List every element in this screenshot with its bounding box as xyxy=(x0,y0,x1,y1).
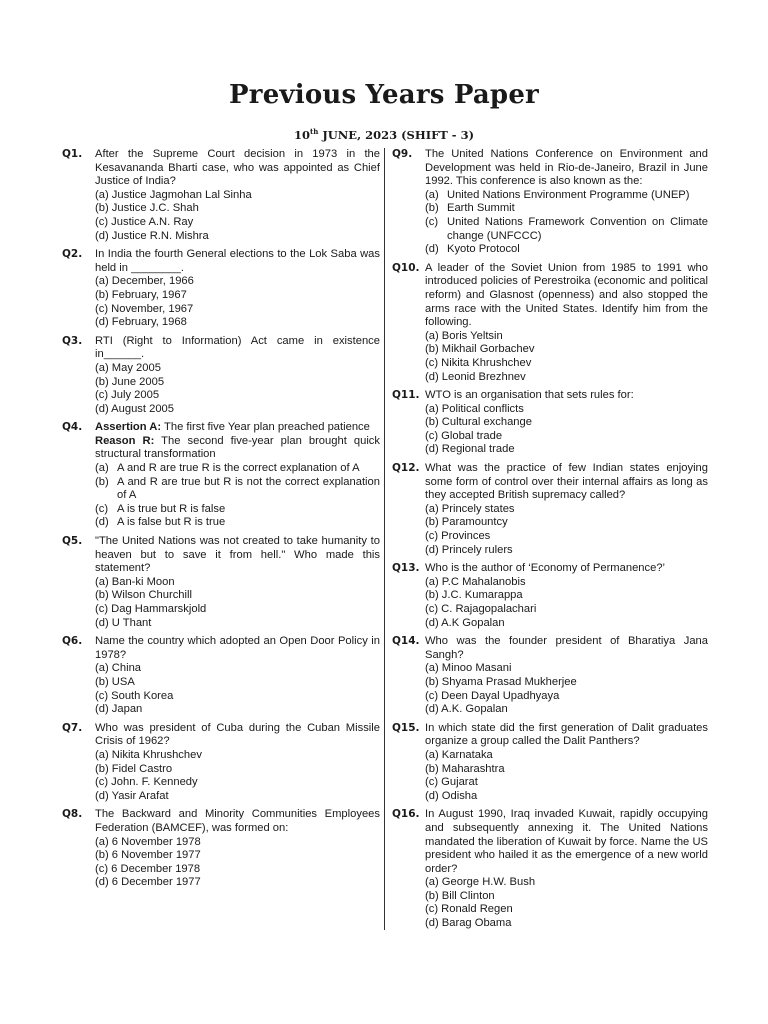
option-letter: (d) xyxy=(95,516,109,529)
question xyxy=(392,808,708,930)
question-stem: The Backward and Minority Communities Employees Federation (BAMCEF), was formed on: xyxy=(95,808,380,834)
question-number: Q5. xyxy=(62,535,83,548)
option: (d) Yasir Arafat xyxy=(95,789,169,802)
question-stem: Name the country which adopted an Open Door Policy in 1978? xyxy=(95,635,380,661)
option: (c) Nikita Khrushchev xyxy=(425,356,532,369)
question xyxy=(62,248,380,330)
question-number: Q4. xyxy=(62,421,83,434)
question-number: Q1. xyxy=(62,148,83,160)
option-text: Earth Summit xyxy=(447,202,515,215)
option: (d) 6 December 1977 xyxy=(95,876,201,889)
option: (d) U Thant xyxy=(95,616,152,629)
option: (c) Provinces xyxy=(425,530,491,543)
option: (a) China xyxy=(95,662,142,675)
option: (b) Wilson Churchill xyxy=(95,589,192,602)
option-letter: (c) xyxy=(425,215,439,228)
option-text: Kyoto Protocol xyxy=(447,243,520,256)
option-text: A and R are true but R is not the correct explanation of A xyxy=(117,475,380,502)
question xyxy=(62,335,380,417)
option: (b) Bill Clinton xyxy=(425,889,495,902)
question-number: Q12. xyxy=(392,462,420,475)
column-divider xyxy=(384,148,385,930)
option: (d) August 2005 xyxy=(95,402,174,415)
option: (b) Maharashtra xyxy=(425,762,505,775)
option-letter: (a) xyxy=(425,188,439,201)
option-text: United Nations Environment Programme (UNEP) xyxy=(447,188,690,201)
question xyxy=(62,635,380,717)
question xyxy=(62,808,380,890)
question xyxy=(62,722,380,804)
question xyxy=(392,562,708,630)
option-letter: (c) xyxy=(95,502,109,515)
option: (d) Japan xyxy=(95,703,143,716)
question-stem: Who is the author of ‘Economy of Permanence?’ xyxy=(425,562,666,575)
question xyxy=(62,148,380,243)
option: (d) A.K. Gopalan xyxy=(425,703,508,716)
option: (a) Nikita Khrushchev xyxy=(95,748,202,761)
option: (c) 6 December 1978 xyxy=(95,862,201,875)
option: (b) Cultural exchange xyxy=(425,416,532,429)
question-number: Q7. xyxy=(62,721,83,734)
question-stem: WTO is an organisation that sets rules for: xyxy=(425,389,634,402)
option: (c) South Korea xyxy=(95,689,174,702)
option: (c) Justice A.N. Ray xyxy=(95,215,194,228)
question-stem: Who was president of Cuba during the Cuban Missile Crisis of 1962? xyxy=(95,721,380,748)
option: (b) Paramountcy xyxy=(425,516,508,529)
option: (d) Odisha xyxy=(425,789,478,802)
option: (b) February, 1967 xyxy=(95,288,187,301)
option: (b) 6 November 1977 xyxy=(95,849,201,862)
option: (d) Leonid Brezhnev xyxy=(425,370,526,383)
question xyxy=(392,722,708,804)
question-stem: The United Nations Conference on Environment and Development was held in Rio-de-Janeiro, Brazil in June 1992. This conference is also known as the: xyxy=(425,148,708,188)
option: (d) Barag Obama xyxy=(425,917,512,930)
option: (a) Karnataka xyxy=(425,748,493,761)
question-stem: Who was the founder president of Bharatiya Jana Sangh? xyxy=(425,635,708,661)
option: (d) Regional trade xyxy=(425,443,515,456)
option: (c) John. F. Kennedy xyxy=(95,776,198,789)
option xyxy=(95,462,380,476)
option: (a) Political conflicts xyxy=(425,402,524,415)
option xyxy=(95,476,380,503)
date-ordinal: th xyxy=(309,127,319,136)
question-stem: In which state did the first generation of Dalit graduates organize a group called the Dalit Panthers? xyxy=(425,721,708,748)
question-stem: In August 1990, Iraq invaded Kuwait, rapidly occupying and subsequently annexing it. The United Nations mandated the liberation of Kuwait by force. Name the US president who hailed it as the emergence of a new world order? xyxy=(425,808,708,875)
option xyxy=(425,216,708,243)
option xyxy=(95,503,380,517)
option-letter: (d) xyxy=(425,243,439,256)
option: (c) Ronald Regen xyxy=(425,903,513,916)
question-stem: A leader of the Soviet Union from 1985 to 1991 who introduced policies of Perestroika (economic and political reform) and Glasnost (openness) and also stopped the arms race with the United States. Identify him from the following. xyxy=(425,261,708,329)
question-stem: RTI (Right to Information) Act came in existence in______. xyxy=(95,334,380,361)
option: (a) Ban-ki Moon xyxy=(95,575,175,588)
question-number: Q8. xyxy=(62,808,83,821)
option: (b) Justice J.C. Shah xyxy=(95,202,199,215)
option-letter: (a) xyxy=(95,462,109,475)
question-stem: After the Supreme Court decision in 1973 in the Kesavananda Bharti case, who was appointed as Chief Justice of India? xyxy=(95,148,380,188)
reason-label: Reason R: xyxy=(95,434,155,447)
option: (a) December, 1966 xyxy=(95,275,194,288)
option: (c) C. Rajagopalachari xyxy=(425,603,537,615)
question-stem: "The United Nations was not created to take humanity to heaven but to save it from hell." Who made this statement? xyxy=(95,535,380,575)
option-letter: (b) xyxy=(95,475,109,488)
option: (b) Fidel Castro xyxy=(95,762,173,775)
option: (a) May 2005 xyxy=(95,361,161,374)
option: (b) USA xyxy=(95,675,135,688)
option: (a) 6 November 1978 xyxy=(95,835,201,848)
option: (c) Dag Hammarskjold xyxy=(95,603,207,615)
reason xyxy=(95,435,380,462)
option: (a) Princely states xyxy=(425,502,515,515)
option xyxy=(425,202,708,216)
question-number: Q11. xyxy=(392,389,420,402)
question-number: Q13. xyxy=(392,562,420,575)
question-number: Q14. xyxy=(392,635,420,648)
question-number: Q15. xyxy=(392,721,420,734)
question xyxy=(392,262,708,384)
question-number: Q6. xyxy=(62,635,83,648)
question-number: Q9. xyxy=(392,148,413,160)
option: (a) Minoo Masani xyxy=(425,662,512,675)
option-text: A is true but R is false xyxy=(117,502,226,515)
option: (a) P.C Mahalanobis xyxy=(425,575,526,588)
page-title: Previous Years Paper xyxy=(229,80,539,110)
question-stem: In India the fourth General elections to the Lok Saba was held in ________. xyxy=(95,248,380,274)
option: (d) A.K Gopalan xyxy=(425,616,505,629)
option: (d) February, 1968 xyxy=(95,316,187,329)
question-number: Q2. xyxy=(62,248,83,261)
option: (b) Mikhail Gorbachev xyxy=(425,343,535,356)
option-letter: (b) xyxy=(425,202,439,215)
question xyxy=(62,535,380,630)
assertion xyxy=(95,421,380,435)
option: (c) July 2005 xyxy=(95,389,160,402)
option: (c) Gujarat xyxy=(425,776,478,789)
left-column xyxy=(62,148,380,895)
question xyxy=(392,462,708,557)
option xyxy=(425,243,708,257)
option-text: A and R are true R is the correct explanation of A xyxy=(117,462,360,475)
question-number: Q16. xyxy=(392,808,420,821)
date-day: 10 xyxy=(293,127,310,142)
option: (c) November, 1967 xyxy=(95,302,194,315)
question-stem: What was the practice of few Indian states enjoying some form of control over their internal affairs as long as they accepted British supremacy called? xyxy=(425,462,708,502)
reason-text: The second five-year plan brought quick structural transformation xyxy=(95,434,380,461)
question-number: Q3. xyxy=(62,334,83,347)
option: (d) Justice R.N. Mishra xyxy=(95,229,209,242)
question xyxy=(392,635,708,717)
date-shift-text: JUNE, 2023 (SHIFT - 3) xyxy=(318,127,475,142)
option-text: United Nations Framework Convention on Climate change (UNFCCC) xyxy=(447,215,708,242)
option: (b) June 2005 xyxy=(95,375,165,388)
question xyxy=(392,148,708,257)
question-number: Q10. xyxy=(392,261,420,274)
question xyxy=(62,421,380,530)
option: (a) Justice Jagmohan Lal Sinha xyxy=(95,188,252,201)
assertion-text: The first five Year plan preached patience xyxy=(161,421,370,434)
option xyxy=(95,516,380,530)
option: (b) Shyama Prasad Mukherjee xyxy=(425,675,577,688)
option: (c) Global trade xyxy=(425,429,503,442)
right-column xyxy=(392,148,708,936)
assertion-label: Assertion A: xyxy=(95,421,162,434)
question xyxy=(392,389,708,457)
paper-date-shift xyxy=(0,127,768,142)
option: (c) Deen Dayal Upadhyaya xyxy=(425,689,560,702)
option: (d) Princely rulers xyxy=(425,543,513,556)
option-text: A is false but R is true xyxy=(117,516,226,529)
option xyxy=(425,189,708,203)
option: (b) J.C. Kumarappa xyxy=(425,589,523,602)
option: (a) George H.W. Bush xyxy=(425,876,536,889)
option: (a) Boris Yeltsin xyxy=(425,329,503,342)
